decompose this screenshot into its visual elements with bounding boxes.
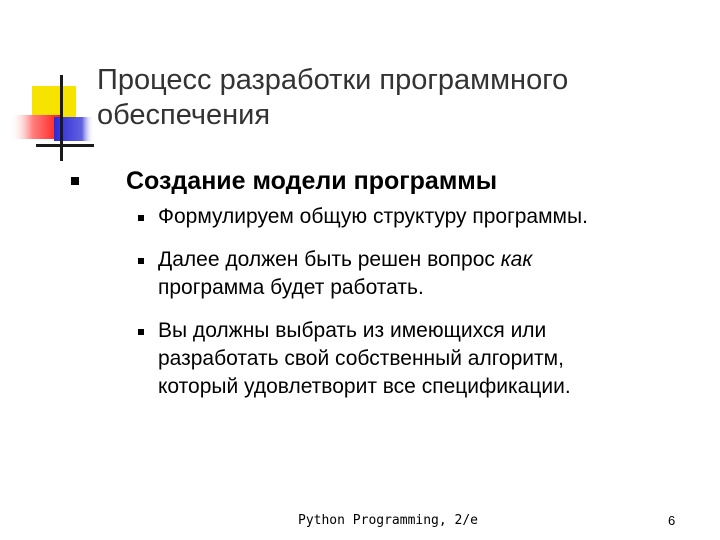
logo-horizontal-line [36,144,94,147]
sub-bullet-3-line-1: Вы должны выбрать из имеющихся или [158,319,547,342]
sub-bullet-2-line-1-prefix: Далее должен быть решен вопрос [158,248,501,271]
sub-bullet-item-3 [138,317,698,401]
main-bullet-text: Создание модели программы [126,167,498,195]
sub-bullet-item-2 [138,246,698,302]
sub-bullet-2-italic-word: как [500,248,533,271]
square-bullet-icon [138,329,144,335]
sub-bullet-item-1 [138,203,698,231]
sub-bullet-1-line-1: Формулируем общую структуру программы. [158,205,588,228]
sub-bullet-3-line-2: разработать свой собственный алгоритм, [158,347,564,370]
square-bullet-icon [138,258,144,264]
logo-vertical-line [60,75,63,161]
decorative-logo [10,75,94,167]
page-number: 6 [668,513,676,528]
square-bullet-icon [71,177,79,185]
slide-title [97,63,697,133]
sub-bullet-3-line-3: который удовлетворит все спецификации. [158,375,571,398]
logo-red-bar [10,115,60,139]
slide-title-line-1: Процесс разработки программного [97,64,569,96]
sub-bullet-list [138,203,698,401]
footer-text: Python Programming, 2/e [298,513,479,528]
sub-bullet-2-line-1 [158,246,698,274]
sub-bullet-2-line-2: программа будет работать. [158,276,424,299]
slide-title-line-2: обеспечения [97,99,271,131]
square-bullet-icon [138,215,144,221]
